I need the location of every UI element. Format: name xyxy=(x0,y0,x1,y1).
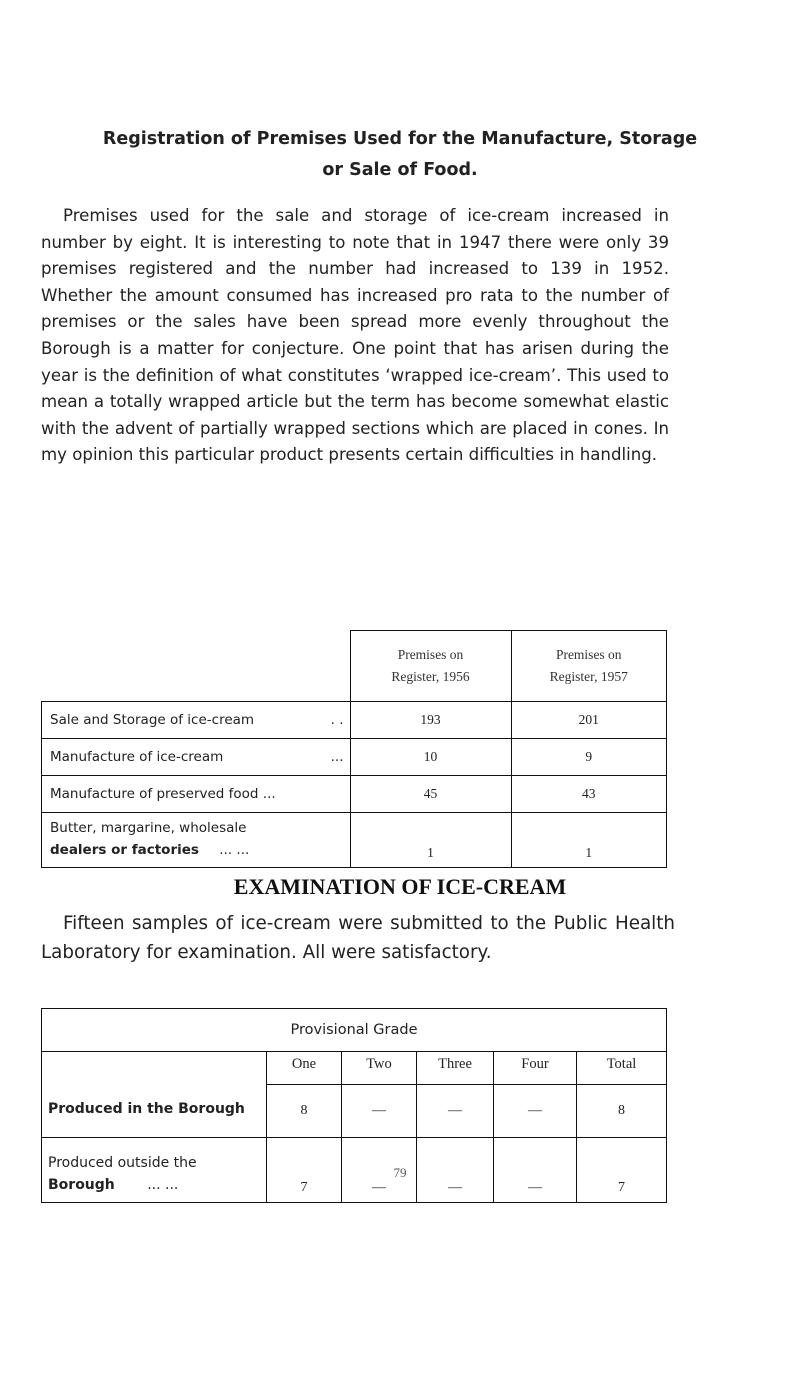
dot-leader: ... ... xyxy=(147,1177,179,1193)
row-label-line1: Butter, margarine, wholesale xyxy=(50,820,247,836)
table-row xyxy=(42,739,667,776)
row-label-line1: Produced outside the xyxy=(48,1155,197,1171)
value-1957: 201 xyxy=(511,702,667,739)
header-1956-line2: Register, 1956 xyxy=(391,669,470,684)
value-two: — xyxy=(342,1138,417,1203)
column-header-two: Two xyxy=(342,1052,417,1085)
row-label-text: Manufacture of preserved food ... xyxy=(50,786,276,802)
section-heading xyxy=(80,124,720,186)
value-one: 8 xyxy=(267,1085,342,1138)
header-1957-line2: Register, 1957 xyxy=(549,669,628,684)
value-1957: 9 xyxy=(511,739,667,776)
provisional-grade-table xyxy=(41,1008,667,1203)
value-1956: 45 xyxy=(350,776,511,813)
heading-line-1: Registration of Premises Used for the Manufacture, Storage xyxy=(102,129,698,149)
examination-title: EXAMINATION OF ICE-CREAM xyxy=(233,874,567,899)
table1-empty-corner xyxy=(42,631,351,702)
examination-paragraph: Fifteen samples of ice-cream were submitted to the Public Health Laboratory for examination. All were satisfactory. xyxy=(41,913,675,963)
column-header-one: One xyxy=(267,1052,342,1085)
column-header-total: Total xyxy=(577,1052,667,1085)
row-label-line2: Borough xyxy=(48,1177,115,1193)
row-label-text: Manufacture of ice-cream xyxy=(50,749,224,765)
row-label-line2-wrap xyxy=(48,1174,266,1196)
row-label xyxy=(42,739,351,776)
table-row xyxy=(42,1009,667,1052)
table1-header-1957 xyxy=(511,631,667,702)
table-row xyxy=(42,1052,667,1085)
table-row xyxy=(42,1138,667,1203)
row-label-text: Sale and Storage of ice-cream xyxy=(50,712,255,728)
table-row xyxy=(42,702,667,739)
value-total: 7 xyxy=(577,1138,667,1203)
value-four: — xyxy=(494,1085,577,1138)
row-label xyxy=(42,702,351,739)
header-1956-line1: Premises on xyxy=(397,647,464,662)
dot-leader: ... ... xyxy=(219,842,250,858)
value-1956: 10 xyxy=(350,739,511,776)
dot-leader: ... xyxy=(330,749,344,765)
row-label-line2-wrap xyxy=(50,839,350,861)
row-label xyxy=(42,813,351,868)
table-row xyxy=(42,776,667,813)
value-one: 7 xyxy=(267,1138,342,1203)
table-row xyxy=(42,813,667,868)
value-1957: 43 xyxy=(511,776,667,813)
value-three: — xyxy=(417,1138,494,1203)
dot-leader: . . xyxy=(330,712,344,728)
header-1957-line1: Premises on xyxy=(555,647,622,662)
value-three: — xyxy=(417,1085,494,1138)
value-1956: 193 xyxy=(350,702,511,739)
row-label xyxy=(42,1138,267,1203)
value-total: 8 xyxy=(577,1085,667,1138)
row-label xyxy=(42,1052,267,1138)
column-header-three: Three xyxy=(417,1052,494,1085)
table1-header-1956 xyxy=(350,631,511,702)
value-1956: 1 xyxy=(350,813,511,868)
value-two: — xyxy=(342,1085,417,1138)
heading-line-2: or Sale of Food. xyxy=(322,160,478,180)
row-label xyxy=(42,776,351,813)
ice-cream-premises-paragraph: Premises used for the sale and storage of ice-cream increased in number by eight. It is interesting to note that in 1947 there were only 39 premises registered and the number had increased to 139 in 1952. Whether the amount consumed has increased pro rata to the number of premises or the sales have been spread more evenly throughout the Borough is a matter for conjecture. One point that has arisen during the year is the definition of what constitutes ‘wrapped ice-cream’. This used to mean a totally wrapped article but the term has become somewhat elastic with the advent of partially wrapped sections which are placed in cones. In my opinion this particular product presents certain difficulties in handling. xyxy=(41,206,669,465)
row-label-line2: dealers or factories xyxy=(50,842,199,858)
value-1957: 1 xyxy=(511,813,667,868)
provisional-grade-header: Provisional Grade xyxy=(42,1009,667,1052)
column-header-four: Four xyxy=(494,1052,577,1085)
value-four: — xyxy=(494,1138,577,1203)
row-label-text: Produced in the Borough xyxy=(48,1101,245,1117)
premises-register-table xyxy=(41,630,667,868)
page-number: 79 xyxy=(393,1165,407,1180)
